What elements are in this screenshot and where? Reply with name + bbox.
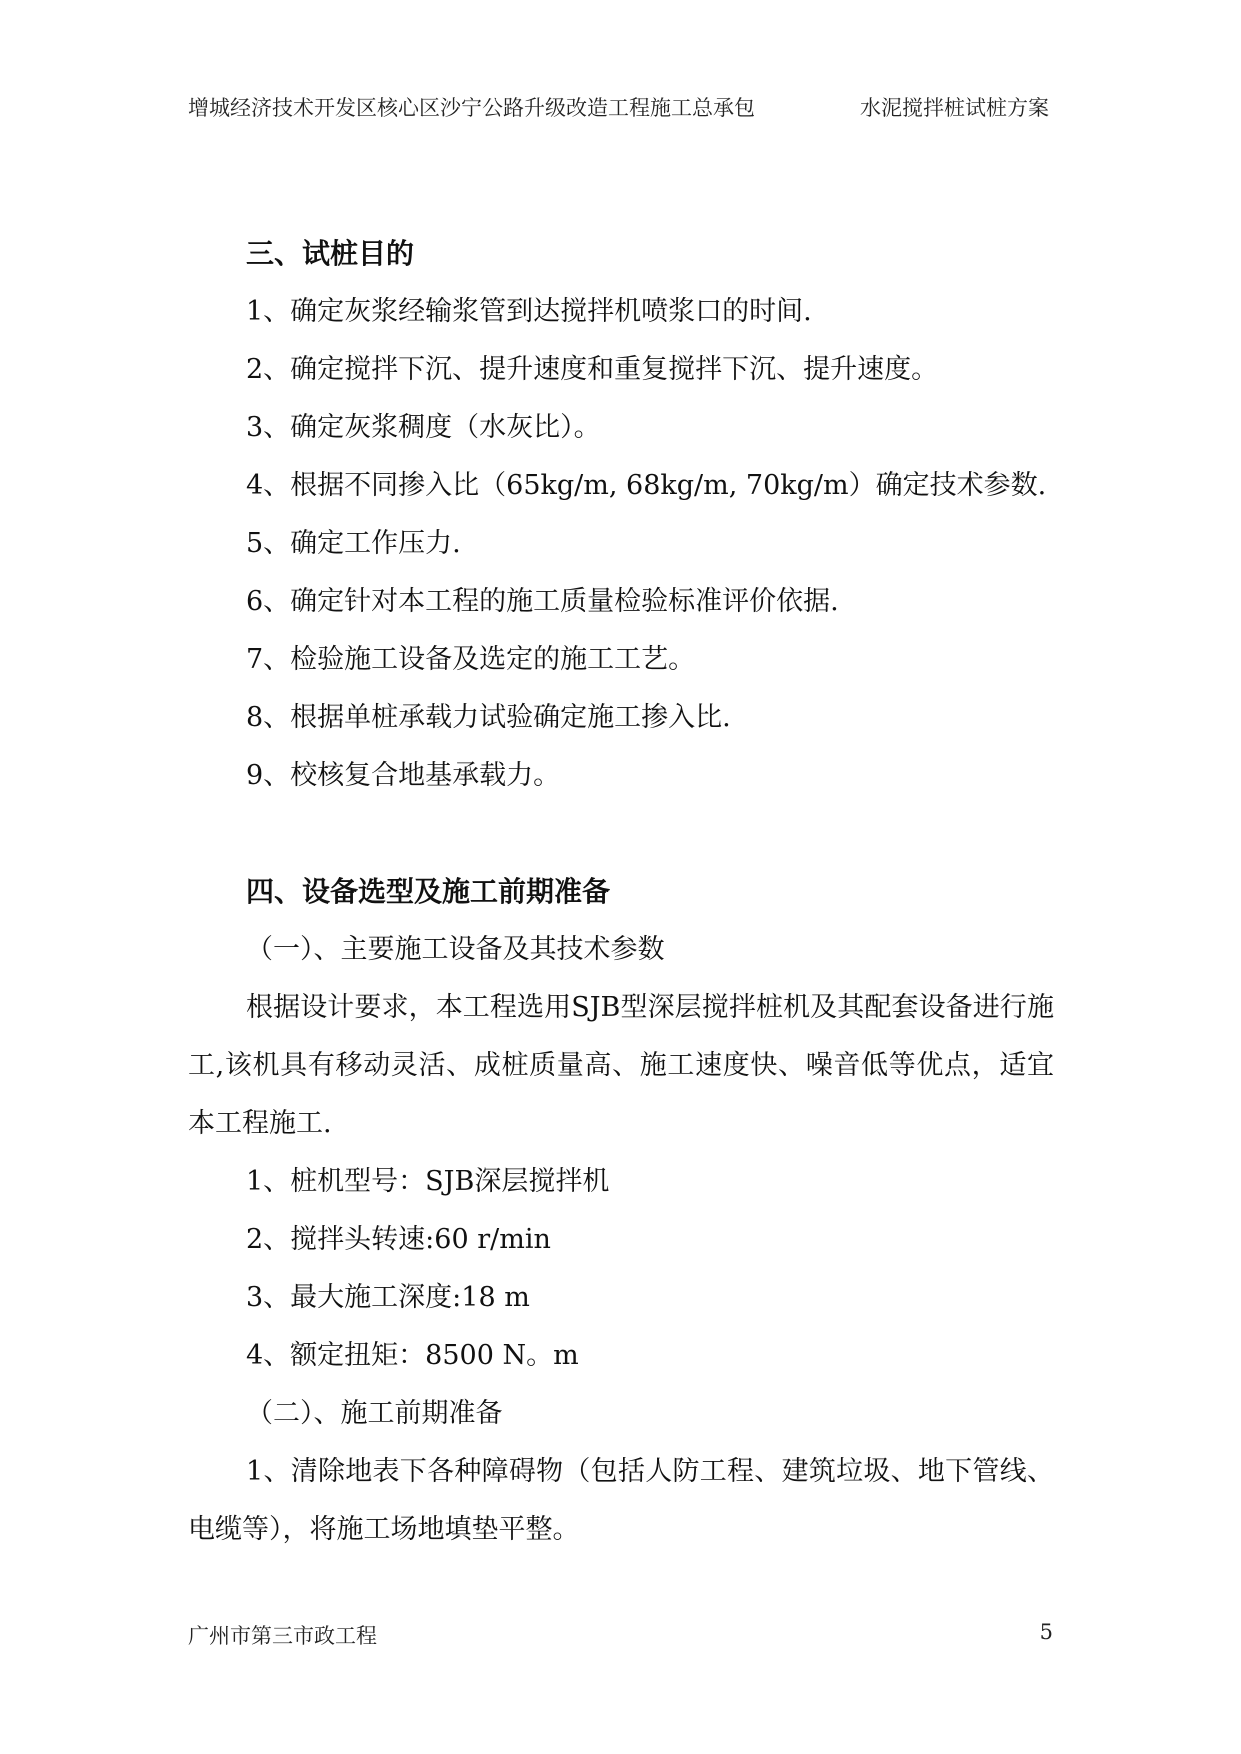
header-document-title: 水泥搅拌桩试桩方案	[860, 96, 1049, 120]
section-spacer	[188, 805, 1054, 863]
list-item: 7、检验施工设备及选定的施工工艺。	[246, 644, 696, 675]
footer-company: 广州市第三市政工程	[188, 1624, 377, 1648]
subsection-1-paragraph: 根据设计要求，本工程选用SJB型深层搅拌桩机及其配套设备进行施工,该机具有移动灵活、成桩质量高、施工速度快、噪音低等优点，适宜本工程施工.	[188, 992, 1054, 1139]
list-item: 2、确定搅拌下沉、提升速度和重复搅拌下沉、提升速度。	[246, 354, 939, 385]
list-item: 4、根据不同掺入比（65kg/m, 68kg/m, 70kg/m）确定技术参数.	[246, 470, 1047, 501]
list-item: 1、确定灰浆经输浆管到达搅拌机喷浆口的时间.	[246, 296, 812, 327]
subsection-2-paragraph: 1、清除地表下各种障碍物（包括人防工程、建筑垃圾、地下管线、电缆等），将施工场地填垫平整。	[188, 1456, 1054, 1545]
subsection-2-title: （二）、施工前期准备	[246, 1398, 503, 1429]
list-item: 3、最大施工深度:18 m	[246, 1282, 530, 1313]
header-project-title: 增城经济技术开发区核心区沙宁公路升级改造工程施工总承包	[188, 96, 755, 120]
list-item: 6、确定针对本工程的施工质量检验标准评价依据.	[246, 586, 839, 617]
page-header	[188, 86, 1053, 122]
list-item: 4、额定扭矩：8500 N。m	[246, 1340, 579, 1371]
list-item: 5、确定工作压力.	[246, 528, 461, 559]
section-4-title: 四、设备选型及施工前期准备	[246, 875, 611, 908]
document-body	[188, 225, 1054, 1559]
section-3-list	[188, 283, 1054, 805]
list-item: 3、确定灰浆稠度（水灰比）。	[246, 412, 601, 443]
section-3-title: 三、试桩目的	[246, 237, 415, 270]
page-number: 5	[1039, 1620, 1053, 1644]
list-item: 9、校核复合地基承载力。	[246, 760, 561, 791]
list-item: 2、搅拌头转速:60 r/min	[246, 1224, 551, 1255]
list-item: 8、根据单桩承载力试验确定施工掺入比.	[246, 702, 731, 733]
subsection-1-title: （一）、主要施工设备及其技术参数	[246, 934, 665, 965]
equipment-parameter-list	[188, 1153, 1054, 1385]
page-footer	[188, 1620, 1053, 1650]
list-item: 1、桩机型号：SJB深层搅拌机	[246, 1166, 610, 1197]
